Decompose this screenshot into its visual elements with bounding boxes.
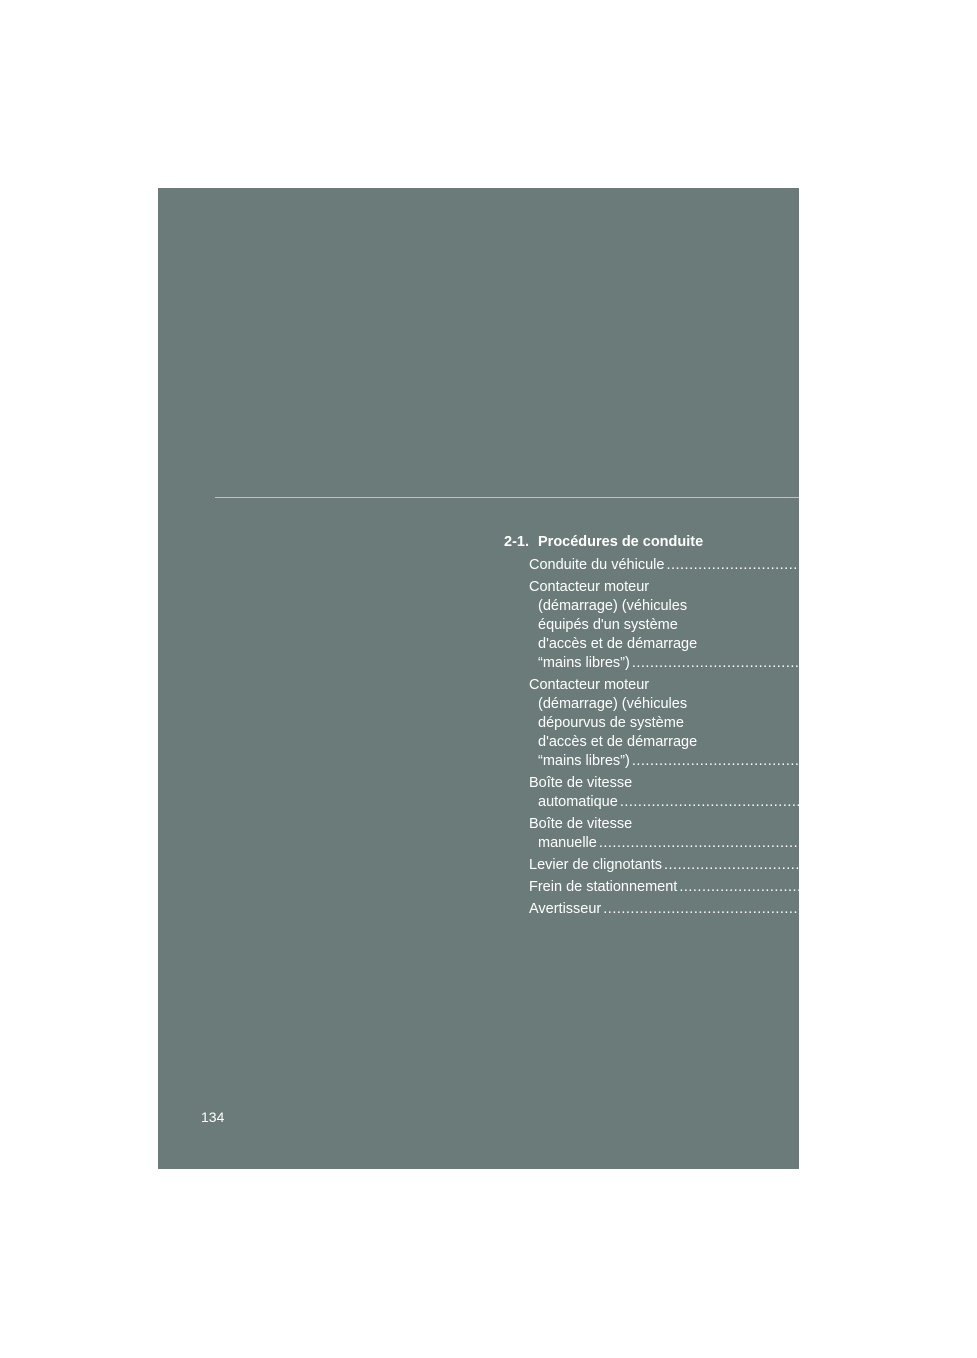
toc-entry[interactable] (529, 856, 962, 875)
toc-entry-leader-line (529, 856, 962, 875)
toc-entry-leader-line (529, 900, 902, 919)
toc-entry[interactable] (529, 556, 965, 575)
toc-entry-leader-line (529, 752, 930, 771)
toc-entry[interactable] (529, 900, 902, 919)
toc-entry-title: Levier de clignotants (529, 857, 662, 873)
toc-entry-page: 136 (940, 557, 965, 573)
divider-line (215, 497, 799, 498)
toc-entry-title: “mains libres”) (538, 655, 630, 671)
toc-entries (529, 556, 977, 919)
dot-leader: ............................................................ (603, 901, 875, 917)
dot-leader: ............................................................ (631, 655, 904, 671)
toc-entry-leader-line (529, 654, 930, 673)
toc-entry-title: Conduite du véhicule (529, 557, 665, 573)
toc-entry-page: 157 (893, 794, 918, 810)
toc-entry-title: Avertisseur (529, 901, 602, 917)
toc-entry-page: 164 (937, 857, 962, 873)
toc-entry-line: d'accès et de démarrage (538, 636, 698, 652)
dot-leader: ............................................................ (666, 557, 939, 573)
toc-entry-leader-line (529, 793, 918, 812)
toc-entry-leader-line (529, 556, 965, 575)
toc-entry[interactable] (529, 878, 977, 897)
dot-leader: ............................................................ (631, 753, 904, 769)
toc-entry-page: 163 (872, 835, 897, 851)
dot-leader: ............................................................ (679, 879, 952, 895)
dot-leader: ............................................................ (598, 835, 871, 851)
toc-entry-page: 149 (905, 655, 930, 671)
toc-entry[interactable] (529, 815, 897, 853)
toc-entry-leader-line (529, 834, 897, 853)
toc-entry-page: 166 (876, 901, 902, 917)
toc-entry-line: (démarrage) (véhicules (538, 696, 688, 712)
toc-entry-title: “mains libres”) (538, 753, 630, 769)
table-of-contents (483, 533, 977, 922)
toc-entry-line: dépourvus de système (538, 715, 684, 731)
toc-entry-page: 153 (905, 753, 930, 769)
page-number: 134 (201, 1109, 225, 1125)
toc-entry-line: Contacteur moteur (529, 677, 650, 693)
toc-entry-page: 165 (953, 879, 977, 895)
toc-entry[interactable] (529, 774, 918, 812)
toc-entry-line: Contacteur moteur (529, 579, 650, 595)
dot-leader: ............................................................ (619, 794, 892, 810)
toc-entry-title: manuelle (538, 835, 597, 851)
toc-entry-line: Boîte de vitesse (529, 775, 633, 791)
toc-entry-title: Frein de stationnement (529, 879, 678, 895)
toc-entry-line: (démarrage) (véhicules (538, 598, 688, 614)
section-heading (483, 533, 743, 552)
toc-entry[interactable] (529, 676, 930, 771)
toc-entry-line: Boîte de vitesse (529, 816, 633, 832)
section-title: Procédures de conduite (538, 534, 704, 550)
toc-entry-line: équipés d'un système (538, 617, 678, 633)
dot-leader: ............................................................ (664, 857, 936, 873)
section-number: 2-1. (504, 534, 529, 550)
toc-entry-line: d'accès et de démarrage (538, 734, 698, 750)
toc-entry-title: automatique (538, 794, 618, 810)
toc-entry-leader-line (529, 878, 977, 897)
toc-entry[interactable] (529, 578, 930, 673)
